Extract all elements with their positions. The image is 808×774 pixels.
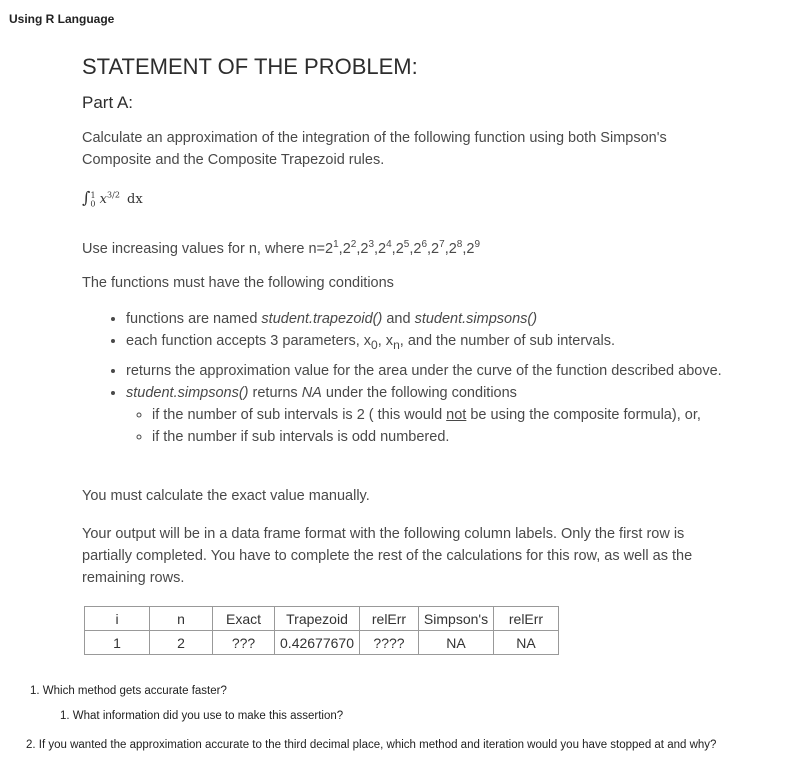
column-header: relErr [360, 607, 419, 631]
integral-symbol: ∫ [82, 188, 91, 207]
condition-text: , x [377, 333, 394, 349]
function-name-simpsons: student.simpsons() [126, 384, 249, 401]
exponent-denominator: 2 [114, 190, 120, 200]
condition-text: if the number of sub intervals is 2 ( this would [152, 406, 447, 423]
results-table [84, 606, 559, 655]
integral-variable: x [99, 192, 108, 207]
n-values-list: $2^1,2^2,2^3,2^4,2^5,2^6,2^7,2^8,2^9$ [325, 239, 481, 257]
function-name-trapezoid: student.trapezoid() [261, 311, 383, 327]
condition-text: functions are named [126, 311, 262, 327]
integral-upper-bound: 1 [90, 190, 96, 200]
column-header: Exact [213, 607, 275, 631]
n-value: $2^2$ [342, 239, 357, 257]
column-header: i [85, 607, 150, 631]
na-value: NA [301, 384, 322, 401]
n-values-line [82, 234, 480, 260]
sub-condition-item: ◦ if the number if sub intervals is odd numbered. [152, 426, 766, 448]
n-value: $2^7$ [431, 239, 445, 257]
column-header: Simpson's [419, 607, 494, 631]
conditions-intro: The functions must have the following conditions [82, 275, 394, 291]
table-cell: 2 [150, 631, 213, 655]
condition-text: returns [248, 384, 302, 401]
n-value: $2^6$ [413, 239, 428, 257]
condition-text: under the following conditions [321, 384, 517, 401]
integral-expression: $\int_0^1$ $x^{3/2}$ dx [82, 188, 143, 209]
table-cell: ???? [360, 631, 419, 655]
condition-text: each function accepts 3 parameters, x [126, 333, 372, 349]
n-value: $2^5$ [395, 239, 410, 257]
n-value: $2^1$ [325, 239, 339, 257]
intro-line-2: Composite and the Composite Trapezoid rules. [82, 152, 385, 168]
n-value: $2^8$ [448, 239, 463, 257]
output-line-2: partially completed. You have to complete the rest of the calculations for this row, as well as the [82, 548, 693, 564]
table-cell: 0.42677670 [275, 631, 360, 655]
question-1: 1. Which method gets accurate faster? [30, 685, 227, 697]
part-a-heading: Part A: [82, 93, 134, 112]
simpsons-na-conditions [126, 404, 766, 448]
subscript-n: n [393, 337, 400, 352]
table-cell: 1 [85, 631, 150, 655]
underlined-not: not [446, 406, 467, 423]
n-value: $2^4$ [378, 239, 392, 257]
question-1-subquestion: 1. What information did you use to make this assertion? [60, 710, 344, 722]
intro-line-1: Calculate an approximation of the integration of the following function using both Simpson's [82, 130, 667, 146]
column-header: Trapezoid [275, 607, 360, 631]
output-line-3: remaining rows. [82, 570, 185, 586]
table-row [85, 631, 559, 655]
statement-title: STATEMENT OF THE PROBLEM: [82, 54, 418, 79]
n-value: $2^9$ [466, 239, 481, 257]
output-line-1: Your output will be in a data frame format with the following column labels. Only the first row is [82, 526, 685, 542]
n-values-prefix: Use increasing values for n, where n= [82, 240, 326, 257]
table-cell: NA [419, 631, 494, 655]
table-cell: NA [494, 631, 559, 655]
integral-dx: dx [127, 192, 143, 207]
conditions-list [106, 308, 766, 448]
table-cell: ??? [213, 631, 275, 655]
sub-condition-item [152, 404, 766, 426]
integral-lower-bound: 0 [90, 199, 96, 209]
condition-text: be using the composite formula), or, [466, 406, 701, 423]
intro-paragraph [82, 127, 667, 171]
condition-item [126, 382, 766, 448]
question-2: 2. If you wanted the approximation accurate to the third decimal place, which method and iteration would you have stopped at and why? [26, 739, 717, 751]
column-header: relErr [494, 607, 559, 631]
exact-value-note: You must calculate the exact value manually. [82, 488, 370, 504]
condition-text: and [382, 311, 415, 327]
table-header-row [85, 607, 559, 631]
condition-item: • returns the approximation value for the area under the curve of the function described above. [126, 360, 766, 382]
output-format-paragraph [82, 523, 692, 589]
condition-item [126, 308, 766, 330]
condition-item [126, 330, 766, 356]
subscript-0: 0 [371, 337, 378, 352]
page-header-label: Using R Language [9, 12, 115, 26]
n-value: $2^3$ [360, 239, 374, 257]
condition-text: , and the number of sub intervals. [399, 333, 615, 349]
function-name-simpsons: student.simpsons() [414, 311, 538, 327]
column-header: n [150, 607, 213, 631]
exponent-numerator: 3 [107, 190, 113, 200]
